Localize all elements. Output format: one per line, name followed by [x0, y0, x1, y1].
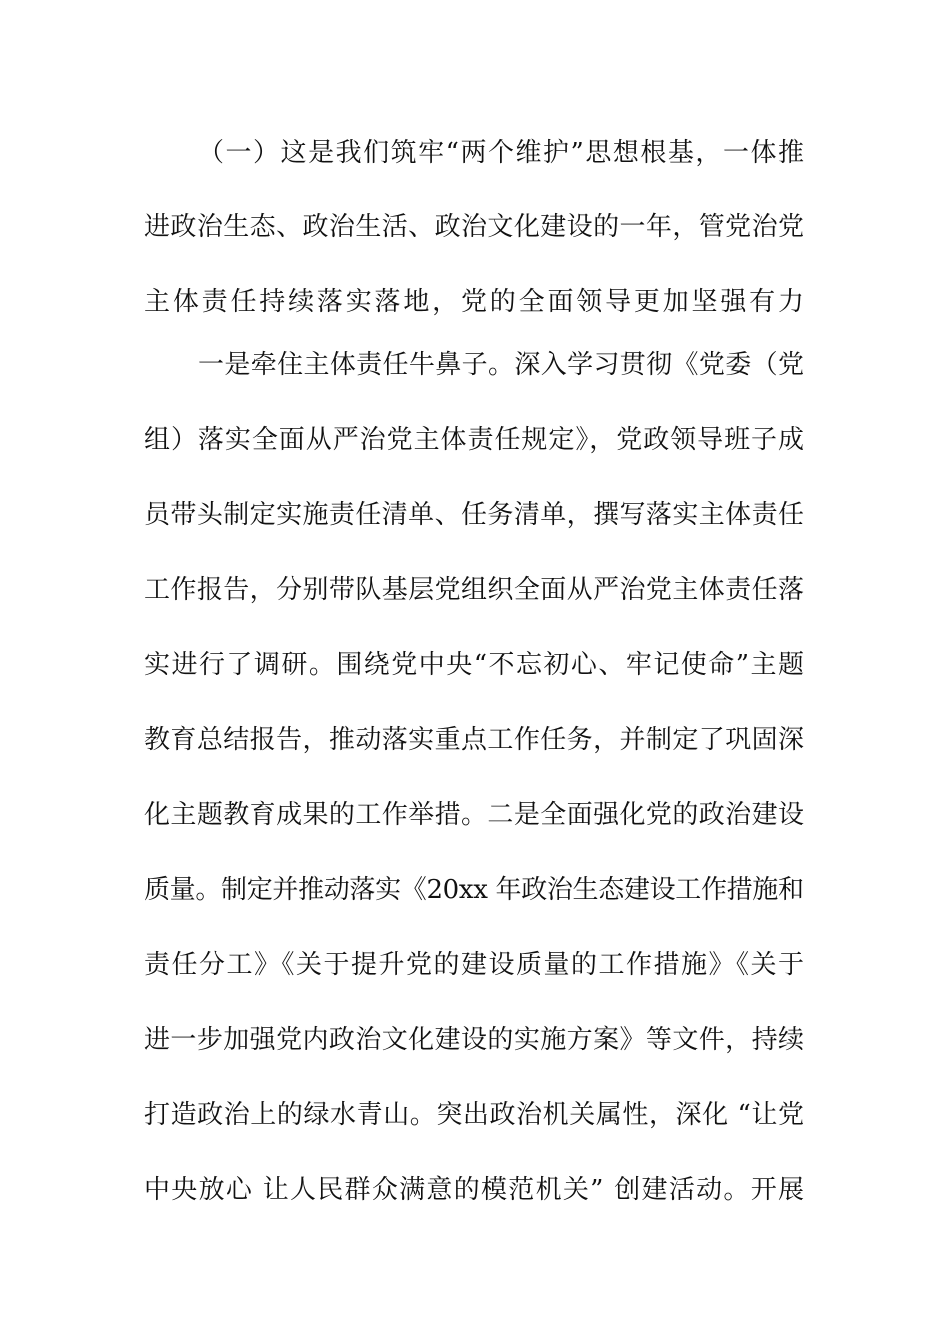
text-line: 教育总结报告，推动落实重点工作任务，并制定了巩固深	[144, 725, 805, 755]
text-line: 主体责任持续落实落地，党的全面领导更加坚强有力	[144, 287, 807, 317]
text-line: 实进行了调研。围绕党中央“不忘初心、牢记使命”主题	[144, 650, 806, 680]
text-line: 质量。制定并推动落实《20xx 年政治生态建设工作措施和	[144, 875, 804, 905]
text-line: 组）落实全面从严治党主体责任规定》，党政领导班子成	[144, 425, 805, 455]
text-line: 员带头制定实施责任清单、任务清单，撰写落实主体责任	[144, 500, 805, 530]
text-line: 中央放心 让人民群众满意的模范机关” 创建活动。开展	[144, 1175, 806, 1205]
text-line: 工作报告，分别带队基层党组织全面从严治党主体责任落	[144, 575, 805, 605]
text-line: 进政治生态、政治生活、政治文化建设的一年，管党治党	[144, 212, 805, 242]
text-line: 化主题教育成果的工作举措。二是全面强化党的政治建设	[144, 800, 805, 830]
text-line: 进一步加强党内政治文化建设的实施方案》等文件，持续	[144, 1025, 805, 1055]
text-line: 一是牵住主体责任牛鼻子。深入学习贯彻《党委（党	[198, 350, 805, 380]
text-line: 责任分工》《关于提升党的建设质量的工作措施》《关于	[144, 950, 806, 980]
text-line: （一）这是我们筑牢“两个维护”思想根基，一体推	[198, 138, 806, 168]
text-line: 打造政治上的绿水青山。突出政治机关属性，深化 “让党	[144, 1100, 805, 1130]
